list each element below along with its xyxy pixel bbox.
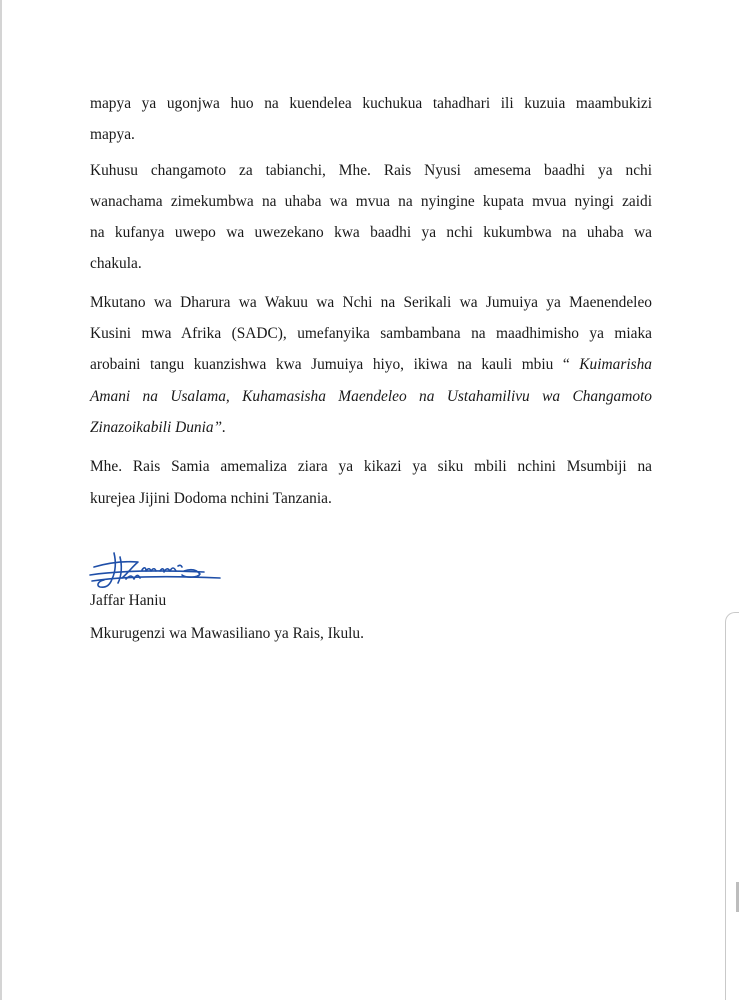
paragraph-3-line-3-regular: arobaini tangu kuanzishwa kwa Jumuiya hiyo, ikiwa na kauli mbiu “ bbox=[90, 356, 580, 374]
paragraph-3-line-4: Amani na Usalama, Kuhamasisha Maendeleo na Ustahamilivu wa Changamoto bbox=[90, 387, 652, 405]
paragraph-3-line-2: Kusini mwa Afrika (SADC), umefanyika sambambana na maadhimisho ya miaka bbox=[90, 325, 652, 343]
paragraph-2-line-3: na kufanya uwepo wa uwezekano kwa baadhi ya nchi kukumbwa na uhaba wa bbox=[90, 224, 652, 241]
signatory-title: Mkurugenzi wa Mawasiliano ya Rais, Ikulu. bbox=[90, 625, 364, 642]
paragraph-3-line-1: Mkutano wa Dharura wa Wakuu wa Nchi na Serikali wa Jumuiya ya Maenendeleo bbox=[90, 294, 652, 311]
paragraph-3-line-5: Zinazoikabili Dunia”. bbox=[90, 418, 226, 436]
paragraph-2-line-4: chakula. bbox=[90, 255, 142, 272]
paragraph-4-line-1: Mhe. Rais Samia amemaliza ziara ya kikazi ya siku mbili nchini Msumbiji na bbox=[90, 458, 652, 475]
viewer-scroll-frame bbox=[725, 612, 739, 1000]
paragraph-2-line-1: Kuhusu changamoto za tabianchi, Mhe. Rais Nyusi amesema baadhi ya nchi bbox=[90, 162, 652, 179]
paragraph-3-line-3 bbox=[90, 349, 652, 380]
paragraph-1-line-1: mapya ya ugonjwa huo na kuendelea kuchukua tahadhari ili kuzuia maambukizi bbox=[90, 95, 652, 112]
paragraph-3 bbox=[90, 287, 652, 443]
page-left-edge bbox=[0, 0, 2, 1000]
paragraph-2 bbox=[90, 155, 652, 279]
paragraph-3-line-3-italic: Kuimarisha bbox=[579, 356, 652, 374]
paragraph-1 bbox=[90, 88, 652, 150]
paragraph-2-line-2: wanachama zimekumbwa na uhaba wa mvua na nyingine kupata mvua nyingi zaidi bbox=[90, 193, 652, 210]
paragraph-4 bbox=[90, 451, 652, 515]
paragraph-1-line-2: mapya. bbox=[90, 126, 135, 143]
handwritten-signature-icon bbox=[86, 545, 226, 595]
signatory-name: Jaffar Haniu bbox=[90, 592, 167, 609]
paragraph-4-line-2: kurejea Jijini Dodoma nchini Tanzania. bbox=[90, 490, 332, 507]
